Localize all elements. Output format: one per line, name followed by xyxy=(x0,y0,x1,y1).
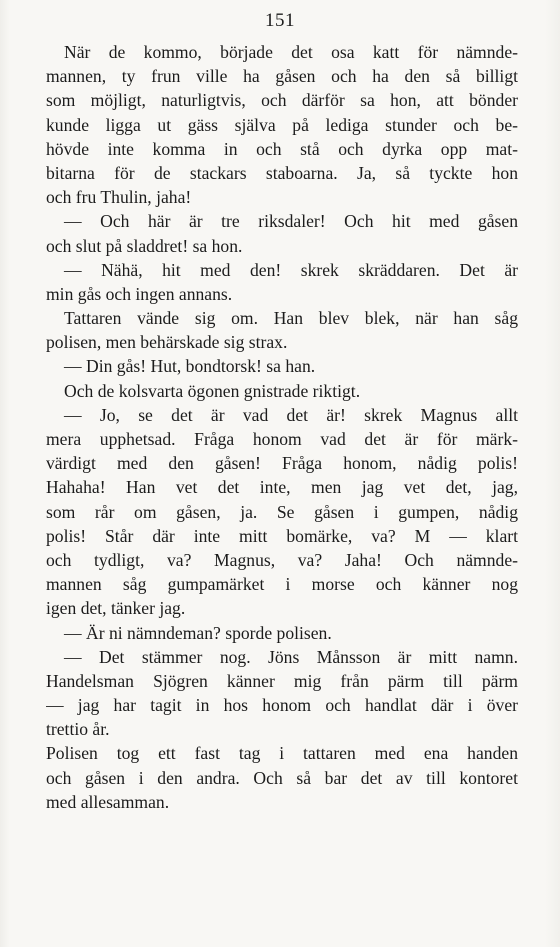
text-line: mannen såg gumpamärket i morse och känner nog xyxy=(46,574,518,595)
text-line: — Din gås! Hut, bondtorsk! sa han. xyxy=(64,356,316,377)
text-line: Polisen tog ett fast tag i tattaren med ena handen xyxy=(46,743,518,764)
text-line: mera upphetsad. Fråga honom vad det är för märk- xyxy=(46,429,518,449)
text-line: värdigt med den gåsen! Fråga honom, nådig polis! xyxy=(46,453,518,474)
text-line: hövde inte komma in och stå och dyrka opp mat- xyxy=(46,138,518,159)
text-line: Och de kolsvarta ögonen gnistrade riktigt. xyxy=(64,380,361,401)
text-line: polis! Står där inte mitt bomärke, va? M — klart xyxy=(46,525,518,546)
page-number: 151 xyxy=(265,10,295,31)
text-line: som rår om gåsen, ja. Se gåsen i gumpen, nådig xyxy=(46,501,518,522)
text-line: — Det stämmer nog. Jöns Månsson är mitt namn. xyxy=(64,646,518,667)
text-line: — jag har tagit in hos honom och handlat där i över xyxy=(46,695,518,716)
text-line: kunde ligga ut gäss själva på lediga stunder och be- xyxy=(46,114,518,135)
text-line: med allesamman. xyxy=(46,791,170,812)
text-line: När de kommo, började det osa katt för nämnde- xyxy=(64,42,518,62)
text-line: bitarna för de stackars staboarna. Ja, så tyckte hon xyxy=(46,162,518,183)
text-line: som möjligt, naturligtvis, och därför sa hon, att bönder xyxy=(46,90,518,111)
text-line: mannen, ty frun ville ha gåsen och ha den så billigt xyxy=(46,66,518,87)
text-line: polisen, men behärskade sig strax. xyxy=(46,332,288,353)
text-line: — Är ni nämndeman? sporde polisen. xyxy=(64,622,332,643)
text-line: min gås och ingen annans. xyxy=(46,283,233,304)
text-line: — Och här är tre riksdaler! Och hit med gåsen xyxy=(64,211,518,232)
text-line: Tattaren vände sig om. Han blev blek, när han såg xyxy=(64,308,518,329)
text-line: igen det, tänker jag. xyxy=(46,598,186,619)
text-line: och tydligt, va? Magnus, va? Jaha! Och nämnde- xyxy=(46,549,518,570)
text-line: — Nähä, hit med den! skrek skräddaren. Det är xyxy=(64,259,518,280)
text-line: och fru Thulin, jaha! xyxy=(46,187,192,208)
text-line: — Jo, se det är vad det är! skrek Magnus allt xyxy=(64,404,518,425)
text-line: och gåsen i den andra. Och så bar det av till kontoret xyxy=(46,767,518,788)
body-text xyxy=(46,40,518,814)
text-line: Hahaha! Han vet det inte, men jag vet det, jag, xyxy=(46,477,518,498)
text-line: Handelsman Sjögren känner mig från pärm till pärm xyxy=(46,670,518,691)
text-line: trettio år. xyxy=(46,719,110,740)
text-line: och slut på sladdret! sa hon. xyxy=(46,235,243,256)
